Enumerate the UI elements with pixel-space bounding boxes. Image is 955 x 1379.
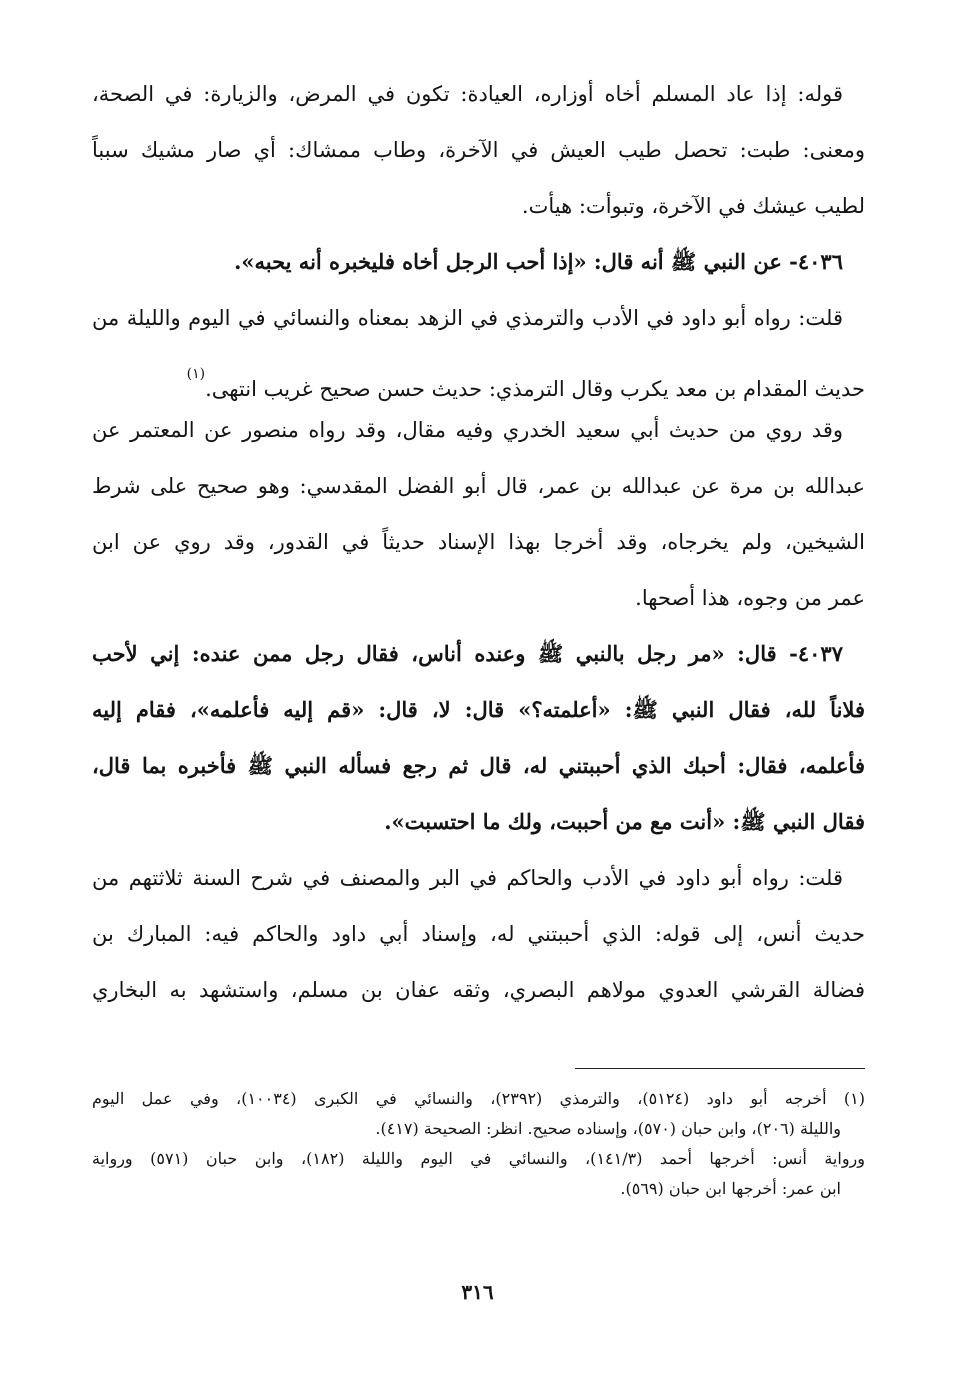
hadith-4037-line: فأعلمه، فقال: أحبك الذي أحببتني له، قال ثم رجع فسأله النبي ﷺ فأخبره بما قال،: [92, 753, 865, 778]
text-line: قوله: إذا عاد المسلم أخاه أوزاره، العيادة: تكون في المرض، والزيارة: في الصحة،: [92, 82, 843, 106]
page-number: ٣١٦: [461, 1280, 494, 1304]
footnote-divider: [575, 1068, 865, 1069]
footnote-reference: (١): [186, 366, 206, 382]
text-line: حديث أنس، إلى قوله: الذي أحببتني له، وإسناد أبي داود والحاكم فيه: المبارك بن: [92, 922, 865, 946]
text-line: قلت: رواه أبو داود في الأدب والترمذي في الزهد بمعناه والنسائي في اليوم والليلة من: [92, 306, 843, 330]
text-line: قلت: رواه أبو داود في الأدب والحاكم في البر والمصنف في شرح السنة ثلاثتهم من: [92, 866, 843, 890]
text-line: فضالة القرشي العدوي مولاهم البصري، وثقه عفان بن مسلم، واستشهد به البخاري: [92, 978, 865, 1002]
text-line: [92, 346, 865, 402]
footnotes: [92, 1084, 865, 1204]
hadith-4037-line: ٤٠٣٧- قال: «مر رجل بالنبي ﷺ وعنده أناس، فقال رجل ممن عنده: إني لأحب: [92, 641, 843, 666]
main-text: [92, 66, 865, 1018]
text-line: ومعنى: طبت: تحصل طيب العيش في الآخرة، وطاب ممشاك: أي صار مشيك سبباً: [92, 138, 865, 162]
footnote-line: ابن عمر: أخرجها ابن حبان (٥٦٩).: [620, 1179, 841, 1198]
footnote-line: والليلة (٢٠٦)، وابن حبان (٥٧٠)، وإسناده صحيح. انظر: الصحيحة (٤١٧).: [375, 1119, 841, 1138]
hadith-4036-line: ٤٠٣٦- عن النبي ﷺ أنه قال: «إذا أحب الرجل أخاه فليخبره أنه يحبه».: [234, 249, 843, 274]
text-line: الشيخين، ولم يخرجاه، وقد أخرجا بهذا الإسناد حديثاً في القدور، وقد روي عن ابن: [92, 530, 865, 554]
footnote-line: ورواية أنس: أخرجها أحمد (١٤١/٣)، والنسائي في اليوم والليلة (١٨٢)، وابن حبان (٥٧١) ورواية: [92, 1149, 865, 1168]
text-line: لطيب عيشك في الآخرة، وتبوأت: هيأت.: [521, 194, 865, 218]
text-line-content: حديث المقدام بن معد يكرب وقال الترمذي: حديث حسن صحيح غريب انتهى.: [205, 377, 865, 401]
text-line: وقد روي من حديث أبي سعيد الخدري وفيه مقال، وقد رواه منصور عن المعتمر عن: [92, 418, 843, 442]
hadith-4037-line: فلاناً لله، فقال النبي ﷺ: «أعلمته؟» قال: لا، قال: «قم إليه فأعلمه»، فقام إليه: [92, 697, 865, 722]
text-line: عمر من وجوه، هذا أصحها.: [635, 586, 865, 610]
hadith-4037-line: فقال النبي ﷺ: «أنت مع من أحببت، ولك ما احتسبت».: [384, 809, 865, 834]
text-line: عبدالله بن مرة عن عبدالله بن عمر، قال أبو الفضل المقدسي: وهو صحيح على شرط: [92, 474, 865, 498]
footnote-line: (١) أخرجه أبو داود (٥١٢٤)، والترمذي (٢٣٩٢)، والنسائي في الكبرى (١٠٠٣٤)، وفي عمل اليوم: [92, 1089, 865, 1108]
